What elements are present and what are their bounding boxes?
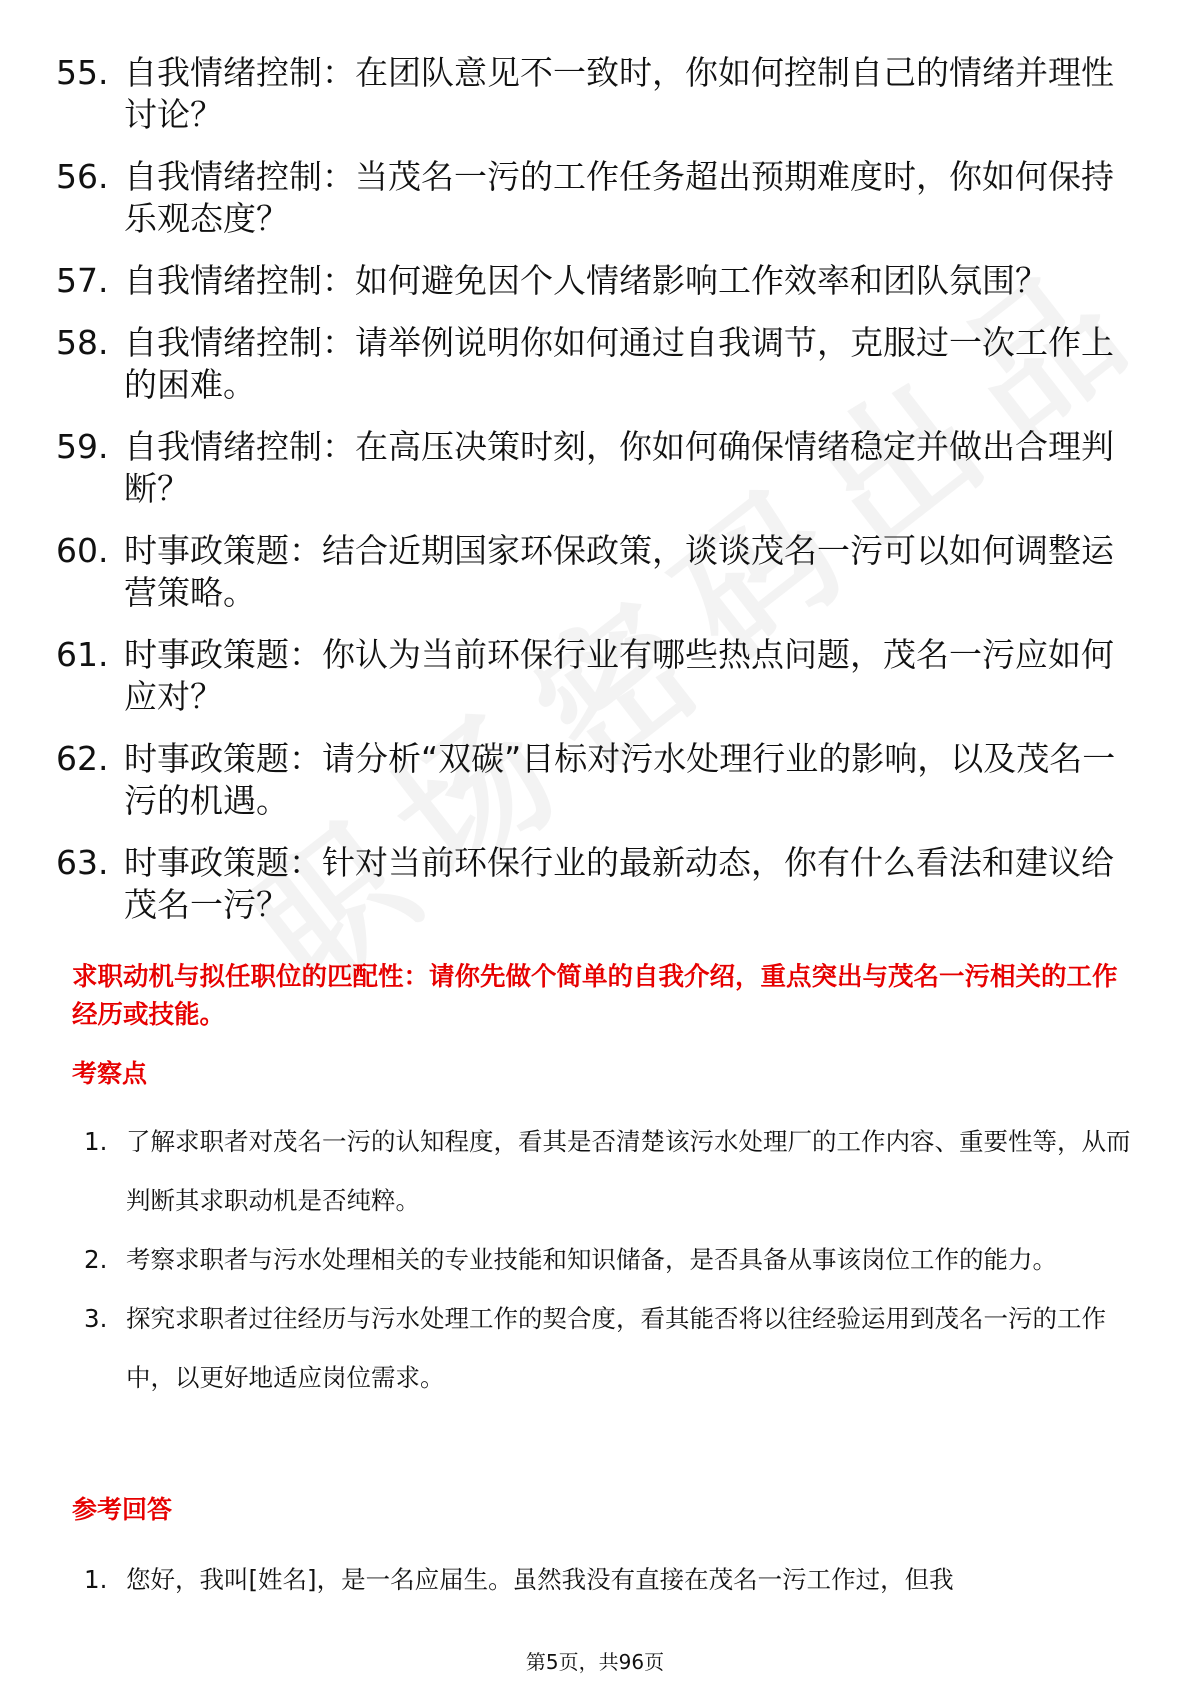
list-item xyxy=(84,1550,1134,1609)
question-text: 时事政策题：你认为当前环保行业有哪些热点问题，茂名一污应如何应对？ xyxy=(124,635,1114,716)
question-number: 59. xyxy=(56,427,109,466)
question-item xyxy=(56,322,1136,406)
question-text: 自我情绪控制：请举例说明你如何通过自我调节，克服过一次工作上的困难。 xyxy=(124,323,1114,404)
question-text: 时事政策题：结合近期国家环保政策，谈谈茂名一污可以如何调整运营策略。 xyxy=(124,531,1114,612)
list-text: 您好，我叫[姓名]，是一名应届生。虽然我没有直接在茂名一污工作过，但我 xyxy=(126,1565,954,1594)
question-item xyxy=(56,426,1136,510)
question-text: 时事政策题：请分析“双碳”目标对污水处理行业的影响，以及茂名一污的机遇。 xyxy=(124,739,1116,820)
list-number: 1. xyxy=(84,1565,108,1594)
cankao-heading: 参考回答 xyxy=(72,1495,173,1524)
question-item xyxy=(56,530,1136,614)
section-title: 求职动机与拟任职位的匹配性：请你先做个简单的自我介绍，重点突出与茂名一污相关的工作经历或技能。 xyxy=(72,962,1118,1030)
list-number: 2. xyxy=(84,1245,108,1274)
cankao-list xyxy=(84,1550,1134,1609)
question-list xyxy=(56,52,1136,946)
question-item xyxy=(56,260,1136,302)
list-text: 考察求职者与污水处理相关的专业技能和知识储备，是否具备从事该岗位工作的能力。 xyxy=(126,1245,1057,1274)
page-footer: 第5页，共96页 xyxy=(525,1650,665,1674)
question-number: 63. xyxy=(56,843,109,882)
list-item xyxy=(84,1289,1134,1407)
question-number: 55. xyxy=(56,53,109,92)
question-number: 60. xyxy=(56,531,109,570)
question-item xyxy=(56,842,1136,926)
question-item xyxy=(56,738,1136,822)
question-number: 57. xyxy=(56,261,109,300)
question-text: 自我情绪控制：当茂名一污的工作任务超出预期难度时，你如何保持乐观态度？ xyxy=(124,157,1114,238)
question-text: 时事政策题：针对当前环保行业的最新动态，你有什么看法和建议给茂名一污？ xyxy=(124,843,1114,924)
question-text: 自我情绪控制：在团队意见不一致时，你如何控制自己的情绪并理性讨论？ xyxy=(124,53,1114,134)
question-item xyxy=(56,52,1136,136)
question-text: 自我情绪控制：在高压决策时刻，你如何确保情绪稳定并做出合理判断？ xyxy=(124,427,1114,508)
list-item xyxy=(84,1230,1134,1289)
list-number: 3. xyxy=(84,1304,108,1333)
question-number: 58. xyxy=(56,323,109,362)
kaocha-heading: 考察点 xyxy=(72,1059,148,1088)
question-number: 62. xyxy=(56,739,109,778)
question-number: 61. xyxy=(56,635,109,674)
list-number: 1. xyxy=(84,1127,108,1156)
list-text: 了解求职者对茂名一污的认知程度，看其是否清楚该污水处理厂的工作内容、重要性等，从而判断其求职动机是否纯粹。 xyxy=(126,1127,1131,1215)
question-item xyxy=(56,156,1136,240)
list-text: 探究求职者过往经历与污水处理工作的契合度，看其能否将以往经验运用到茂名一污的工作中，以更好地适应岗位需求。 xyxy=(126,1304,1106,1392)
list-item xyxy=(84,1112,1134,1230)
kaocha-list xyxy=(84,1112,1134,1407)
question-number: 56. xyxy=(56,157,109,196)
question-text: 自我情绪控制：如何避免因个人情绪影响工作效率和团队氛围？ xyxy=(124,261,1048,300)
question-item xyxy=(56,634,1136,718)
